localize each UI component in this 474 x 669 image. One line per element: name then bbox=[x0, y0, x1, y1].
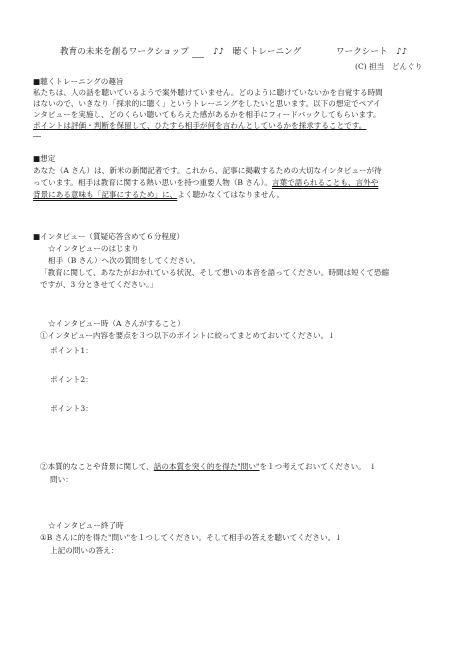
scenario-emphasis-2: 背景にある意味も「記事にするため」に、 bbox=[33, 190, 178, 199]
scenario-emphasis-1: 言葉で語られることも、言外や bbox=[272, 178, 379, 187]
scenario-line-3-text: よく聴かなくてはなりません。 bbox=[177, 190, 285, 199]
point-2-label: ポイント2： bbox=[50, 375, 93, 384]
interview-instruction: 相手（B さん）へ次の質問をしてください。 bbox=[48, 256, 201, 265]
interview-question-2: ですが、3 分ときせてください。」 bbox=[40, 280, 158, 289]
scenario-heading: ■想定 bbox=[33, 154, 56, 163]
training-title: ♪♪ 聴くトレーニング bbox=[213, 47, 302, 57]
scenario-line-2 bbox=[33, 178, 378, 188]
scenario-line-3 bbox=[33, 190, 284, 200]
intro-line-2: はないので、いきなり「採求的に聴く」というトレーニングをしたいと思います。以下の想定でペアイ bbox=[33, 99, 381, 108]
title-underline-mark bbox=[192, 57, 204, 58]
interview-heading: ■インタビュー（質疑応答含めて６分程度） bbox=[33, 232, 185, 241]
interview-start: ☆インタビューのはじまり bbox=[48, 244, 139, 253]
intro-line-4 bbox=[33, 121, 366, 131]
task2-prefix: ②本質的なことや背景に関して、 bbox=[40, 462, 154, 471]
task2-line bbox=[40, 462, 376, 472]
point-3-label: ポイント3： bbox=[50, 404, 93, 413]
end-task: ①B さんに的を得た"問い"を１つしてください。そして相手の答えを聴いてください。↓ bbox=[40, 533, 342, 542]
author-credit: (C) 担当 どんぐり bbox=[355, 62, 423, 71]
intro-key-point: ポイントは評価・判断を保留して、ひたすら相手が何を言わんとしているかを採求することです。 bbox=[33, 121, 367, 130]
interview-question-1: 「教育に関して、あなたがおかれている状況、そして想いの本音を語ってください。時間は短くて恐縮 bbox=[40, 268, 390, 277]
intro-line-3: ンタビューを実施し、どのくらい聴いてもらえた感があるかを相手にフィードバックしてもらいます。 bbox=[33, 110, 381, 119]
scenario-line-2-text: っています。相手は教育に関する熱い思いを持つ重要人物（B さん）。 bbox=[33, 178, 272, 187]
task2-emphasis: 話の本質を突く的を得た"問い" bbox=[153, 462, 260, 471]
point-1-label: ポイント1： bbox=[50, 346, 93, 355]
intro-line-mark bbox=[33, 136, 41, 137]
question-label: 問い： bbox=[50, 475, 73, 484]
answer-label: 上記の問いの答え： bbox=[50, 546, 119, 555]
scenario-line-1: あなた（A さん）は、新米の新聞記者です。これから、記事に掲載するための大切なインタビューが待 bbox=[33, 166, 382, 175]
sheet-title: ワークシート ♪♪ bbox=[336, 47, 408, 57]
intro-line-1: 私たちは、人の話を聴いているようで案外聴けていません。どのように聴けていないかを自覚する時間 bbox=[33, 88, 383, 97]
intro-heading: ■聴くトレーニングの趣旨 bbox=[33, 77, 124, 86]
during-task: ①インタビュー内容を要点を３つ以下のポイントに絞ってまとめておいてください。↓ bbox=[40, 331, 335, 340]
workshop-title: 教育の未来を創るワークショップ bbox=[60, 47, 189, 57]
during-heading: ☆インタビュー時（A さんがすること） bbox=[48, 319, 185, 328]
task2-suffix: を１つ考えておいてください。 ↓ bbox=[259, 462, 376, 471]
end-heading: ☆インタビュー終了時 bbox=[48, 521, 124, 530]
